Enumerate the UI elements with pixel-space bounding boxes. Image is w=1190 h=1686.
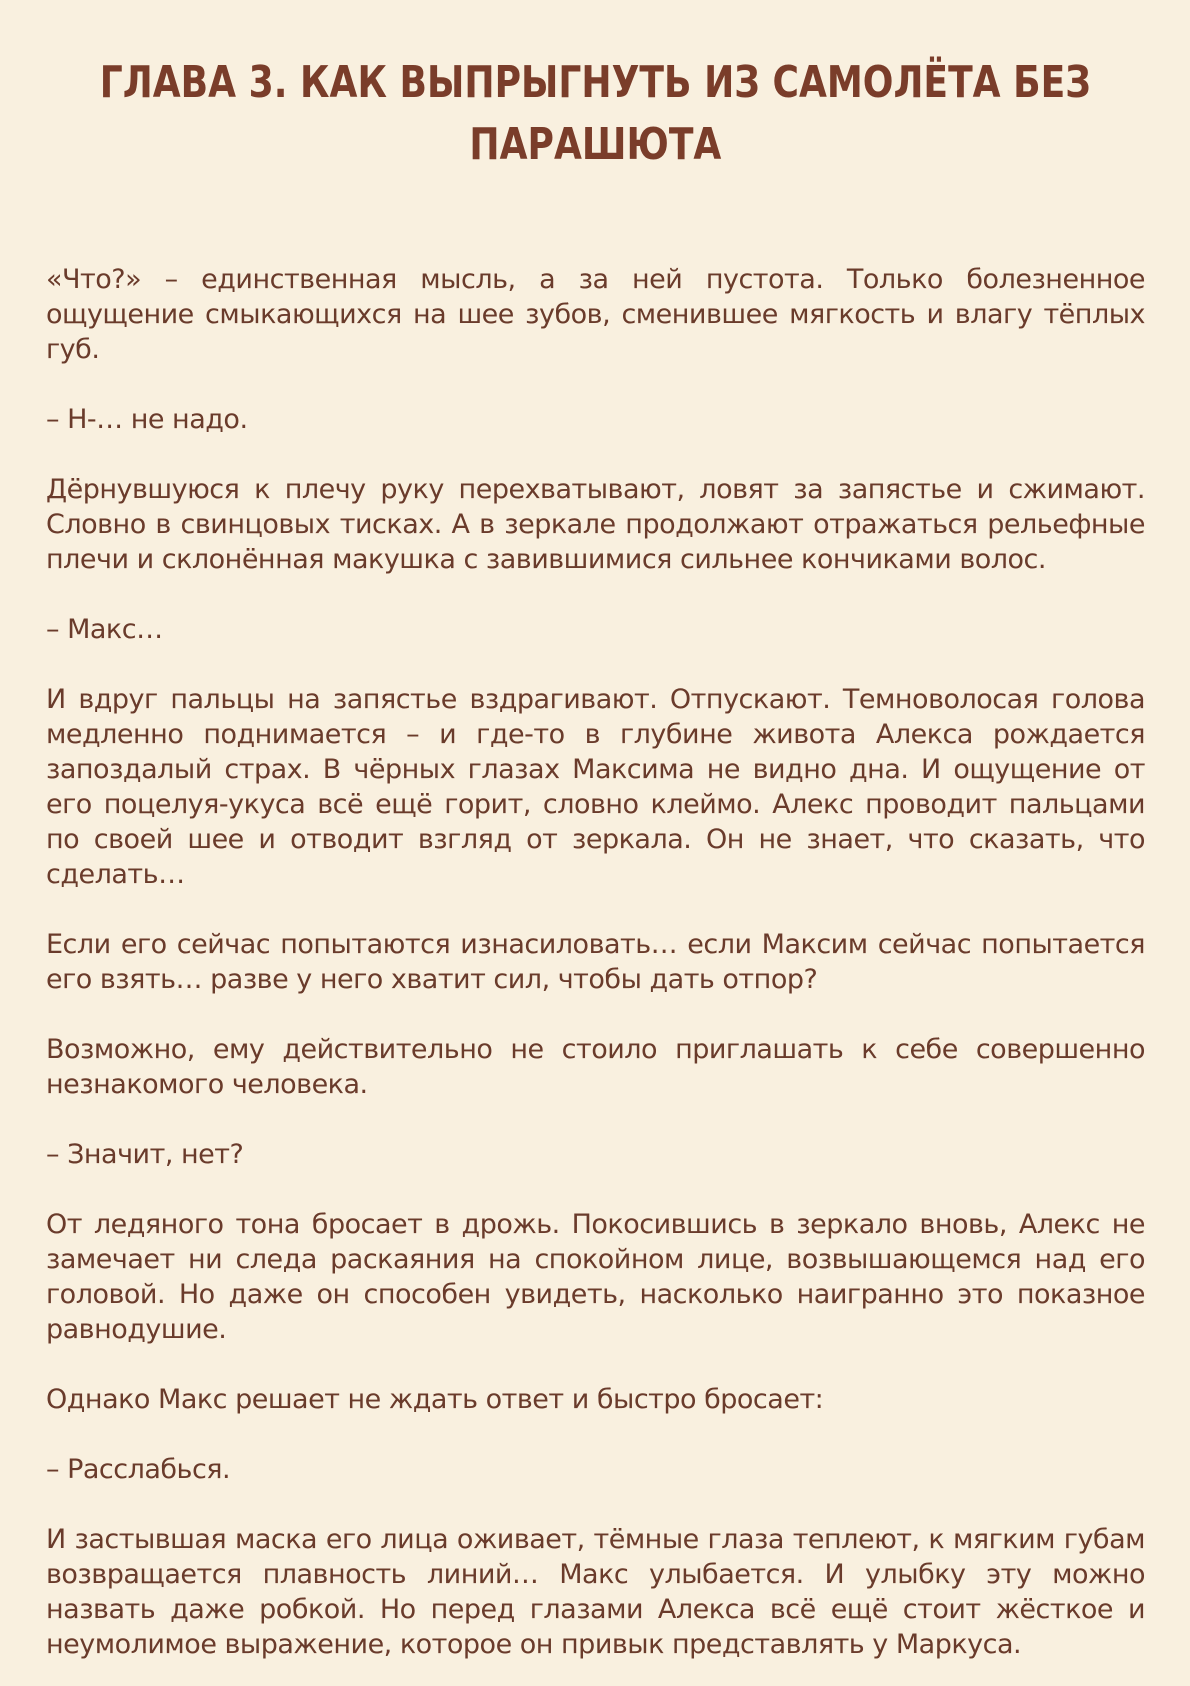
paragraph: – Расслабься. <box>46 1454 231 1485</box>
paragraph: Возможно, ему действительно не стоило приглашать к себе совершенно незнакомого человека. <box>46 1034 1145 1100</box>
paragraph: И вдруг пальцы на запястье вздрагивают. Отпускают. Темноволосая голова медленно поднимается – и где-то в глубине живота Алекса рождается запоздалый страх. В чёрных глазах Максима не видно дна. И ощущение от его поцелуя-укуса всё ещё горит, словно клеймо. Алекс проводит пальцами по своей шее и отводит взгляд от зеркала. Он не знает, что сказать, что сделать… <box>46 684 1145 890</box>
paragraph: – Макс… <box>46 614 163 645</box>
paragraph: – Н-… не надо. <box>46 404 248 435</box>
paragraph: – Значит, нет? <box>46 1139 244 1170</box>
paragraph: И застывшая маска его лица оживает, тёмные глаза теплеют, к мягким губам возвращается плавность линий… Макс улыбается. И улыбку эту можно назвать даже робкой. Но перед глазами Алекса всё ещё стоит жёсткое и неумолимое выражение, которое он привык представлять у Маркуса. <box>46 1524 1145 1660</box>
chapter-text <box>46 262 1145 1662</box>
paragraph: Если его сейчас попытаются изнасиловать… если Максим сейчас попытается его взять… разве у него хватит сил, чтобы дать отпор? <box>46 929 1145 995</box>
chapter-title: ГЛАВА 3. КАК ВЫПРЫГНУТЬ ИЗ САМОЛЁТА БЕЗ ПАРАШЮТА <box>99 57 1092 170</box>
paragraph: От ледяного тона бросает в дрожь. Покосившись в зеркало вновь, Алекс не замечает ни следа раскаяния на спокойном лице, возвышающемся над его головой. Но даже он способен увидеть, насколько наигранно это показное равнодушие. <box>46 1209 1145 1345</box>
paragraph: Дёрнувшуюся к плечу руку перехватывают, ловят за запястье и сжимают. Словно в свинцовых тисках. А в зеркале продолжают отражаться рельефные плечи и склонённая макушка с завившимися сильнее кончиками волос. <box>46 474 1145 575</box>
paragraph: Однако Макс решает не ждать ответ и быстро бросает: <box>46 1384 824 1415</box>
paragraph: «Что?» – единственная мысль, а за ней пустота. Только болезненное ощущение смыкающихся на шее зубов, сменившее мягкость и влагу тёплых губ. <box>46 264 1145 365</box>
